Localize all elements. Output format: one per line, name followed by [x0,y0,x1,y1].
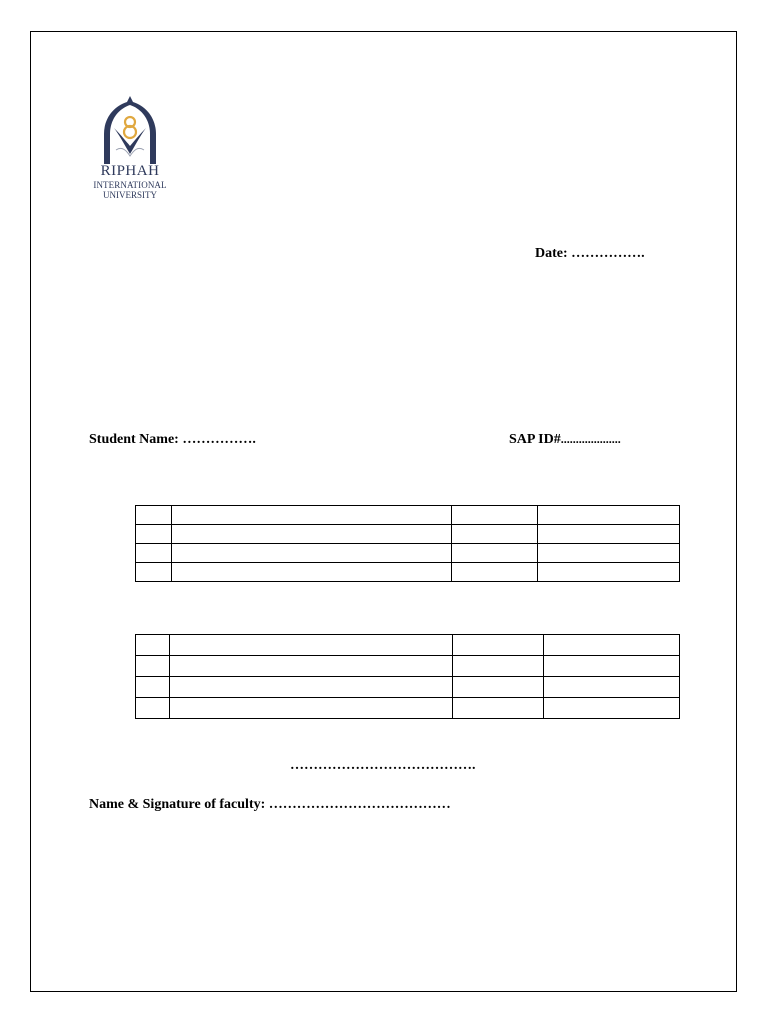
table-cell [170,656,453,677]
table-cell [453,635,544,656]
table-cell [538,563,680,582]
logo-subtitle-line-1: INTERNATIONAL [93,180,167,190]
table-cell [453,677,544,698]
faculty-signature-field [89,797,451,813]
table-row [136,635,680,656]
table-row [136,656,680,677]
table-cell [453,656,544,677]
table-row [136,525,680,544]
student-name-value: ……………. [182,432,256,447]
sap-id-label: SAP ID# [509,432,561,447]
table-cell [170,677,453,698]
table-cell [452,506,538,525]
table-cell [452,544,538,563]
logo-subtitle-line-2: UNIVERSITY [103,190,157,200]
university-logo [86,92,174,204]
student-name-label: Student Name: [89,432,179,447]
table-cell [544,698,680,719]
table-cell [172,563,452,582]
table-cell [136,677,170,698]
table-cell [538,525,680,544]
table-cell [136,635,170,656]
sap-id-field [509,432,621,448]
faculty-signature-label: Name & Signature of faculty: [89,797,266,812]
table-cell [136,544,172,563]
logo-university-name: RIPHAH [100,163,160,179]
table-cell [136,525,172,544]
table-cell [170,635,453,656]
table-row [136,544,680,563]
date-field [535,246,645,262]
table-1 [135,505,680,582]
table-cell [544,635,680,656]
table-row [136,677,680,698]
table-cell [538,544,680,563]
table-cell [452,563,538,582]
table-cell [170,698,453,719]
table-cell [172,525,452,544]
table-row [136,506,680,525]
table-row [136,698,680,719]
table-cell [136,563,172,582]
signature-line: …………………………………. [290,758,476,773]
table-cell [136,698,170,719]
sap-id-value: .................... [560,432,621,446]
student-name-field [89,432,256,448]
table-cell [136,656,170,677]
table-cell [452,525,538,544]
faculty-signature-value: ………………………………… [268,797,451,812]
table-cell [172,506,452,525]
table-cell [172,544,452,563]
table-cell [538,506,680,525]
date-value: ……………. [571,246,645,261]
table-cell [453,698,544,719]
date-label: Date: [535,246,568,261]
table-2 [135,634,680,719]
table-cell [136,506,172,525]
table-cell [544,677,680,698]
riphah-crest-icon [100,92,160,164]
table-row [136,563,680,582]
table-cell [544,656,680,677]
